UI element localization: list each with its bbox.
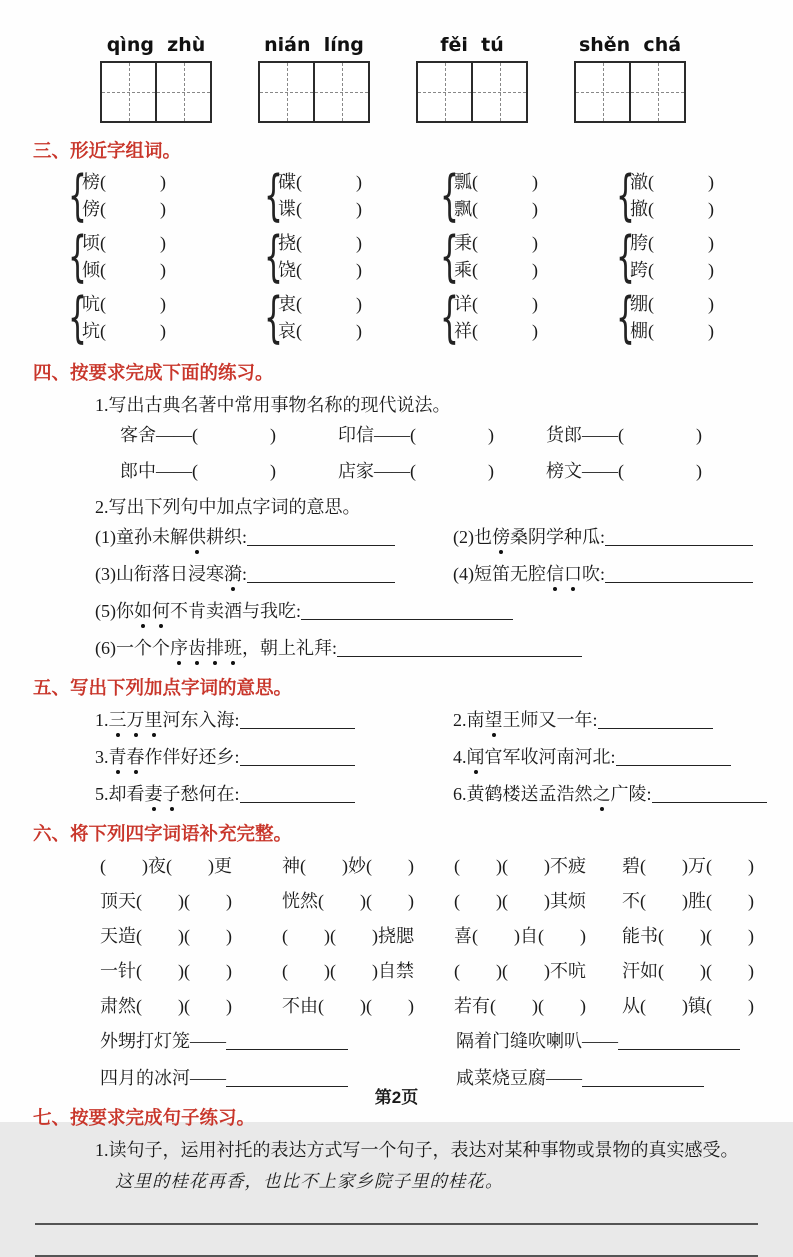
pair-entry: 谍( ) (278, 199, 362, 219)
answer-blank (337, 641, 582, 657)
match-row (120, 421, 793, 447)
idiom-cell: 若有( )( ) (454, 996, 586, 1016)
char-pair (440, 225, 616, 288)
idiom-cell: 从( )镇( ) (622, 996, 754, 1016)
answer-line (35, 1223, 758, 1225)
pair-entry: 瓢( ) (454, 172, 538, 192)
emphasized-char: 万 (127, 706, 145, 732)
char-pair (68, 286, 264, 349)
grid-cell (315, 63, 368, 121)
pinyin-group (100, 34, 212, 123)
answer-blank (598, 713, 713, 729)
answer-blank (240, 750, 355, 766)
sentence-item (95, 634, 793, 660)
emphasized-char: 三 (109, 706, 127, 732)
grid-cell (473, 63, 526, 121)
sentence-pre: (2)也 (453, 527, 492, 547)
section-four-sub2-label: 2.写出下列句中加点字词的意思。 (95, 497, 361, 517)
sentence-item (453, 743, 793, 769)
pair-entry: 榜( ) (82, 172, 166, 192)
grid-cell (157, 63, 210, 121)
pair-entry: 绷( ) (630, 294, 714, 314)
brace-icon: { (440, 164, 459, 227)
xiehouyu-row (100, 1027, 793, 1053)
sentence-pre: (4)短笛无腔 (453, 564, 546, 584)
pair-column (82, 169, 166, 223)
emphasized-char: 排 (206, 634, 224, 660)
emphasized-char: 供 (188, 523, 206, 549)
char-pair (68, 164, 264, 227)
sentence-item (95, 523, 453, 549)
sentence-item (453, 560, 793, 586)
idiom-row (100, 922, 793, 948)
pinyin-group (258, 34, 370, 123)
pair-row (68, 164, 793, 227)
sentence-post: ，朝上礼拜: (242, 638, 338, 658)
char-pair (264, 164, 440, 227)
pair-entry: 详( ) (454, 294, 538, 314)
sentence-pre: 3. (95, 747, 109, 767)
sentence-post: 吹: (582, 564, 606, 584)
pair-entry: 饶( ) (278, 260, 362, 280)
answer-blank (605, 567, 753, 583)
sentence-post: 广陵: (610, 784, 652, 804)
grid-cell (260, 63, 315, 121)
emphasized-char: 口 (564, 560, 582, 586)
sentence-item (95, 743, 453, 769)
answer-blank (616, 750, 731, 766)
emphasized-char: 班 (224, 634, 242, 660)
section-four-sub1-label: 1.写出古典名著中常用事物名称的现代说法。 (95, 395, 451, 415)
xiehouyu-rows (0, 1027, 793, 1090)
xiehouyu-text: 隔着门缝吹喇叭—— (456, 1031, 618, 1051)
brace-icon: { (264, 225, 283, 288)
sentence-item (95, 780, 453, 806)
section-seven-title: 七、按要求完成句子练习。 (33, 1107, 256, 1128)
sentence-pre: 5.却看 (95, 784, 145, 804)
idiom-cell: 肃然( )( ) (100, 996, 232, 1016)
answer-blank (240, 713, 355, 729)
pair-entry: 棚( ) (630, 321, 714, 341)
sentence-row (95, 780, 793, 806)
idiom-cell: 一针( )( ) (100, 961, 232, 981)
sentence-post: 河东入海: (162, 710, 240, 730)
emphasized-char: 漪 (224, 560, 242, 586)
pair-entry: 乘( ) (454, 260, 538, 280)
emphasized-char: 何 (152, 597, 170, 623)
pair-column (278, 291, 362, 345)
similar-char-rows (68, 164, 793, 349)
match-item: 货郎——( ) (546, 425, 702, 445)
sentence-item (453, 780, 793, 806)
pair-entry: 吭( ) (82, 294, 166, 314)
idiom-cell: ( )( )其烦 (454, 891, 586, 911)
idiom-row (100, 992, 793, 1018)
emphasized-char: 妻 (145, 780, 163, 806)
pair-entry: 飘( ) (454, 199, 538, 219)
sentence-item (453, 523, 793, 549)
pair-entry: 倾( ) (82, 260, 166, 280)
pinyin-label: nián líng (264, 34, 364, 56)
pair-entry: 秉( ) (454, 233, 538, 253)
idiom-cell: 喜( )自( ) (454, 926, 586, 946)
pair-entry: 挠( ) (278, 233, 362, 253)
pair-entry: 撤( ) (630, 199, 714, 219)
character-writing-grid (258, 61, 370, 123)
brace-icon: { (616, 225, 635, 288)
emphasized-char: 如 (134, 597, 152, 623)
idiom-cell: ( )( )挠腮 (282, 926, 414, 946)
idiom-cell: 神( )妙( ) (282, 856, 414, 876)
sentence-row (95, 523, 793, 549)
character-writing-grid (100, 61, 212, 123)
emphasized-char: 信 (546, 560, 564, 586)
idiom-row (100, 852, 793, 878)
answer-blank (247, 567, 395, 583)
idiom-cell: ( )( )不吭 (454, 961, 586, 981)
emphasized-char: 之 (593, 780, 611, 806)
brace-icon: { (440, 286, 459, 349)
section-six-title: 六、将下列四字词语补充完整。 (33, 823, 293, 844)
idiom-cell: 汗如( )( ) (622, 961, 754, 981)
sentence-post: 王师又一年: (502, 710, 598, 730)
char-pair (440, 286, 616, 349)
sentence-post: 官军收河南河北: (484, 747, 616, 767)
section-five-title: 五、写出下列加点字词的意思。 (33, 677, 293, 698)
answer-blank (240, 787, 355, 803)
answer-blank (247, 530, 395, 546)
section-four-title: 四、按要求完成下面的练习。 (33, 362, 274, 383)
dotted-sentence-rows (0, 523, 793, 660)
grid-cell (102, 63, 157, 121)
sentence-post: 不肯卖酒与我吃: (170, 601, 302, 621)
brace-icon: { (68, 225, 87, 288)
pair-entry: 碟( ) (278, 172, 362, 192)
char-pair (616, 225, 793, 288)
pair-entry: 胯( ) (630, 233, 714, 253)
idiom-cell: 天造( )( ) (100, 926, 232, 946)
sentence-pre: (6)一个个 (95, 638, 170, 658)
sentence-item (453, 706, 793, 732)
sentence-pre: (5)你 (95, 601, 134, 621)
emphasized-char: 傍 (492, 523, 510, 549)
xiehouyu-text: 四月的冰河—— (100, 1068, 226, 1088)
pinyin-label: shěn chá (578, 34, 682, 56)
sentence-item (95, 706, 453, 732)
brace-icon: { (440, 225, 459, 288)
match-item: 郎中——( ) (120, 461, 276, 481)
xiehouyu-item (456, 1027, 793, 1053)
xiehouyu-text: 咸菜烧豆腐—— (456, 1068, 582, 1088)
answer-blank (605, 530, 753, 546)
pair-column (630, 291, 714, 345)
char-pair (264, 225, 440, 288)
emphasized-char: 青 (109, 743, 127, 769)
answer-blank (618, 1034, 740, 1050)
character-writing-grid (574, 61, 686, 123)
pair-column (278, 230, 362, 284)
poem-line-rows (0, 706, 793, 806)
section-three-title: 三、形近字组词。 (33, 140, 182, 161)
pair-entry: 衷( ) (278, 294, 362, 314)
pair-column (278, 169, 362, 223)
char-pair (616, 164, 793, 227)
pair-column (82, 230, 166, 284)
sentence-pre: (1)童孙未解 (95, 527, 188, 547)
brace-icon: { (616, 286, 635, 349)
grid-cell (631, 63, 684, 121)
idiom-rows (0, 852, 793, 1018)
match-item: 店家——( ) (338, 461, 494, 481)
match-item: 客舍——( ) (120, 425, 276, 445)
char-pair (440, 164, 616, 227)
pair-entry: 祥( ) (454, 321, 538, 341)
sentence-item (95, 560, 453, 586)
modern-terms-rows (0, 421, 793, 483)
match-item: 榜文——( ) (546, 461, 702, 481)
sentence-row (95, 706, 793, 732)
idiom-cell: 碧( )万( ) (622, 856, 754, 876)
idiom-cell: 恍然( )( ) (282, 891, 414, 911)
sentence-post: 桑阴学种瓜: (510, 527, 606, 547)
pair-row (68, 286, 793, 349)
emphasized-char: 春 (127, 743, 145, 769)
idiom-cell: 不由( )( ) (282, 996, 414, 1016)
sentence-pre: (3)山衔落日浸寒 (95, 564, 224, 584)
character-writing-grid (416, 61, 528, 123)
sentence-post: 作伴好还乡: (144, 747, 240, 767)
char-pair (68, 225, 264, 288)
answer-blank (301, 604, 513, 620)
page-number: 第2页 (374, 1088, 419, 1107)
sentence-pre: 1. (95, 710, 109, 730)
answer-blank (226, 1034, 348, 1050)
pair-column (82, 291, 166, 345)
idiom-row (100, 957, 793, 983)
sentence-post: 愁何在: (180, 784, 240, 804)
pinyin-group (574, 34, 686, 123)
sentence-row (95, 743, 793, 769)
brace-icon: { (68, 286, 87, 349)
pair-entry: 顷( ) (82, 233, 166, 253)
sentence-row (95, 634, 793, 660)
idiom-cell: 顶天( )( ) (100, 891, 232, 911)
pair-entry: 跨( ) (630, 260, 714, 280)
answer-blank (652, 787, 767, 803)
emphasized-char: 望 (485, 706, 503, 732)
pair-entry: 澈( ) (630, 172, 714, 192)
sentence-pre: 4. (453, 747, 467, 767)
char-pair (264, 286, 440, 349)
pinyin-label: qìng zhù (106, 34, 206, 56)
match-row (120, 457, 793, 483)
pair-column (454, 169, 538, 223)
sentence-item (95, 597, 793, 623)
emphasized-char: 序 (170, 634, 188, 660)
section-seven-item1: 1.读句子，运用衬托的表达方式写一个句子，表达对某种事物或景物的真实感受。 (95, 1140, 739, 1160)
sentence-row (95, 560, 793, 586)
emphasized-char: 子 (163, 780, 181, 806)
emphasized-char: 里 (145, 706, 163, 732)
brace-icon: { (68, 164, 87, 227)
sentence-post: : (242, 564, 248, 584)
pinyin-label: fěi tú (440, 34, 504, 56)
brace-icon: { (616, 164, 635, 227)
pair-entry: 哀( ) (278, 321, 362, 341)
brace-icon: { (264, 164, 283, 227)
emphasized-char: 闻 (467, 743, 485, 769)
sentence-post: 耕织: (206, 527, 248, 547)
idiom-cell: 能书( )( ) (622, 926, 754, 946)
pinyin-grid-section (0, 0, 793, 123)
emphasized-char: 齿 (188, 634, 206, 660)
pair-column (630, 169, 714, 223)
grid-cell (576, 63, 631, 121)
idiom-row (100, 887, 793, 913)
xiehouyu-text: 外甥打灯笼—— (100, 1031, 226, 1051)
sentence-row (95, 597, 793, 623)
sentence-pre: 6.黄鹤楼送孟浩然 (453, 784, 593, 804)
pair-row (68, 225, 793, 288)
pair-column (454, 291, 538, 345)
example-sentence: 这里的桂花再香，也比不上家乡院子里的桂花。 (115, 1171, 504, 1191)
idiom-cell: ( )夜( )更 (100, 856, 232, 876)
pair-entry: 傍( ) (82, 199, 166, 219)
grid-cell (418, 63, 473, 121)
pair-entry: 坑( ) (82, 321, 166, 341)
xiehouyu-item (100, 1027, 456, 1053)
pair-column (630, 230, 714, 284)
idiom-cell: ( )( )自禁 (282, 961, 414, 981)
idiom-cell: ( )( )不疲 (454, 856, 586, 876)
char-pair (616, 286, 793, 349)
sentence-pre: 2.南 (453, 710, 485, 730)
idiom-cell: 不( )胜( ) (622, 891, 754, 911)
brace-icon: { (264, 286, 283, 349)
pinyin-group (416, 34, 528, 123)
pair-column (454, 230, 538, 284)
match-item: 印信——( ) (338, 425, 494, 445)
